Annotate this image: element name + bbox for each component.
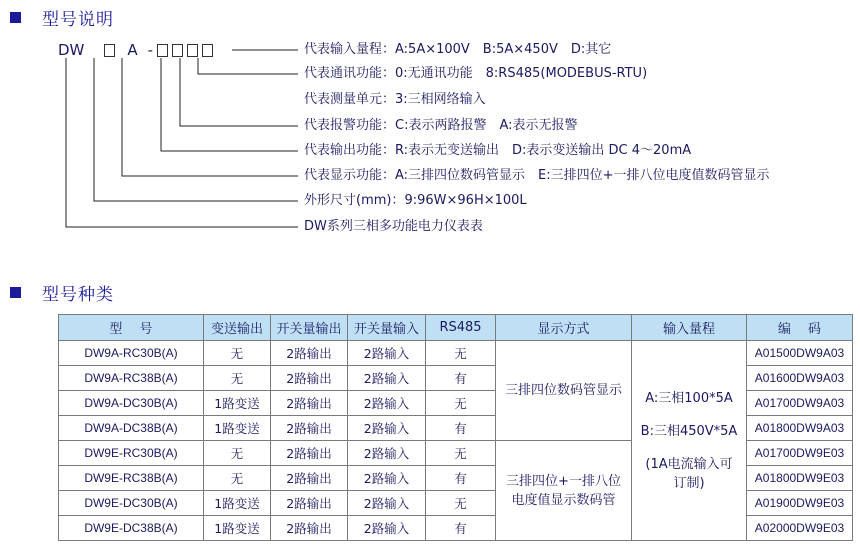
section-title: 型号说明 xyxy=(42,9,114,30)
cell-transmit: 1路变送 xyxy=(204,491,271,516)
cell-transmit: 1路变送 xyxy=(204,416,271,441)
cell-code: A01600DW9A03 xyxy=(747,366,853,391)
desc-dimensions: 外形尺寸(mm)：9:96W×96H×100L xyxy=(304,193,527,208)
cell-switch-input: 2路输入 xyxy=(348,466,426,491)
cell-switch-input: 2路输入 xyxy=(348,416,426,441)
connector-7 xyxy=(94,58,298,201)
header-switch-input: 开关量输入 xyxy=(348,315,426,341)
connector-5 xyxy=(161,58,298,151)
square-bullet-icon xyxy=(10,287,21,298)
connector-6 xyxy=(122,58,298,176)
section-title: 型号种类 xyxy=(42,284,114,305)
cell-switch-output: 2路输出 xyxy=(271,491,348,516)
cell-code: A01700DW9E03 xyxy=(747,441,853,466)
cell-code: A01800DW9E03 xyxy=(747,466,853,491)
cell-model: DW9E-RC30B(A) xyxy=(59,441,204,466)
cell-switch-input: 2路输入 xyxy=(348,341,426,366)
range-line-b: B:三相450V*5A xyxy=(640,423,738,439)
cell-switch-input: 2路输入 xyxy=(348,516,426,541)
cell-display-mode-e xyxy=(496,441,632,541)
display-e-line-2: 电度值显示数码管 xyxy=(511,492,616,508)
cell-model: DW9E-DC30B(A) xyxy=(59,491,204,516)
cell-switch-input: 2路输入 xyxy=(348,391,426,416)
cell-switch-output: 2路输出 xyxy=(271,391,348,416)
cell-switch-input: 2路输入 xyxy=(348,491,426,516)
cell-rs485: 有 xyxy=(426,516,496,541)
range-line-note-1: (1A电流输入可 xyxy=(645,456,733,472)
table-row xyxy=(59,341,853,366)
cell-switch-output: 2路输出 xyxy=(271,416,348,441)
cell-model: DW9A-DC30B(A) xyxy=(59,391,204,416)
code-middle: A xyxy=(127,41,138,59)
code-prefix: DW xyxy=(58,41,85,59)
desc-output: 代表输出功能：R:表示无变送输出 D:表示变送输出 DC 4～20mA xyxy=(304,143,692,158)
code-dash: - xyxy=(147,41,154,59)
cell-switch-output: 2路输出 xyxy=(271,466,348,491)
cell-code: A01700DW9A03 xyxy=(747,391,853,416)
cell-display-mode-a: 三排四位数码管显示 xyxy=(496,341,632,441)
cell-rs485: 无 xyxy=(426,441,496,466)
connector-8 xyxy=(66,58,298,227)
desc-display: 代表显示功能：A:三排四位数码管显示 E:三排四位+一排八位电度值数码管显示 xyxy=(304,168,770,183)
desc-alarm: 代表报警功能：C:表示两路报警 A:表示无报警 xyxy=(304,118,578,133)
cell-code: A01500DW9A03 xyxy=(747,341,853,366)
cell-rs485: 无 xyxy=(426,491,496,516)
cell-rs485: 无 xyxy=(426,391,496,416)
cell-transmit: 无 xyxy=(204,466,271,491)
cell-rs485: 无 xyxy=(426,341,496,366)
cell-model: DW9A-RC30B(A) xyxy=(59,341,204,366)
cell-switch-output: 2路输出 xyxy=(271,341,348,366)
range-line-note-2: 订制) xyxy=(673,475,705,491)
header-input-range: 输入量程 xyxy=(632,315,747,341)
cell-input-range xyxy=(632,341,747,541)
cell-model: DW9E-DC38B(A) xyxy=(59,516,204,541)
display-e-line-1: 三排四位+一排八位 xyxy=(506,473,621,489)
cell-rs485: 有 xyxy=(426,366,496,391)
cell-switch-output: 2路输出 xyxy=(271,516,348,541)
cell-model: DW9E-RC38B(A) xyxy=(59,466,204,491)
cell-code: A02000DW9E03 xyxy=(747,516,853,541)
cell-model: DW9A-DC38B(A) xyxy=(59,416,204,441)
cell-transmit: 无 xyxy=(204,341,271,366)
desc-measurement-unit: 代表测量单元：3:三相网络输入 xyxy=(304,92,486,107)
range-line-a: A:三相100*5A xyxy=(645,390,733,406)
desc-communication: 代表通讯功能：0:无通讯功能 8:RS485(MODEBUS-RTU) xyxy=(304,66,648,81)
cell-switch-output: 2路输出 xyxy=(271,366,348,391)
cell-code: A01800DW9A03 xyxy=(747,416,853,441)
cell-switch-input: 2路输入 xyxy=(348,441,426,466)
header-rs485: RS485 xyxy=(426,315,496,341)
desc-input-range: 代表输入量程：A:5A×100V B:5A×450V D:其它 xyxy=(304,42,612,57)
cell-transmit: 1路变送 xyxy=(204,391,271,416)
header-switch-output: 开关量输出 xyxy=(271,315,348,341)
table-header-row xyxy=(59,315,853,341)
cell-rs485: 有 xyxy=(426,466,496,491)
model-types-table xyxy=(58,314,853,541)
header-code: 编 码 xyxy=(747,315,853,341)
cell-transmit: 无 xyxy=(204,441,271,466)
cell-rs485: 有 xyxy=(426,416,496,441)
section-header-model-types xyxy=(10,280,114,304)
connector-2 xyxy=(198,58,298,74)
cell-switch-input: 2路输入 xyxy=(348,366,426,391)
header-transmit-output: 变送输出 xyxy=(204,315,271,341)
cell-code: A01900DW9E03 xyxy=(747,491,853,516)
header-model: 型 号 xyxy=(59,315,204,341)
header-display-mode: 显示方式 xyxy=(496,315,632,341)
desc-series: DW系列三相多功能电力仪表表 xyxy=(304,219,483,234)
cell-transmit: 1路变送 xyxy=(204,516,271,541)
cell-model: DW9A-RC38B(A) xyxy=(59,366,204,391)
cell-transmit: 无 xyxy=(204,366,271,391)
cell-switch-output: 2路输出 xyxy=(271,441,348,466)
